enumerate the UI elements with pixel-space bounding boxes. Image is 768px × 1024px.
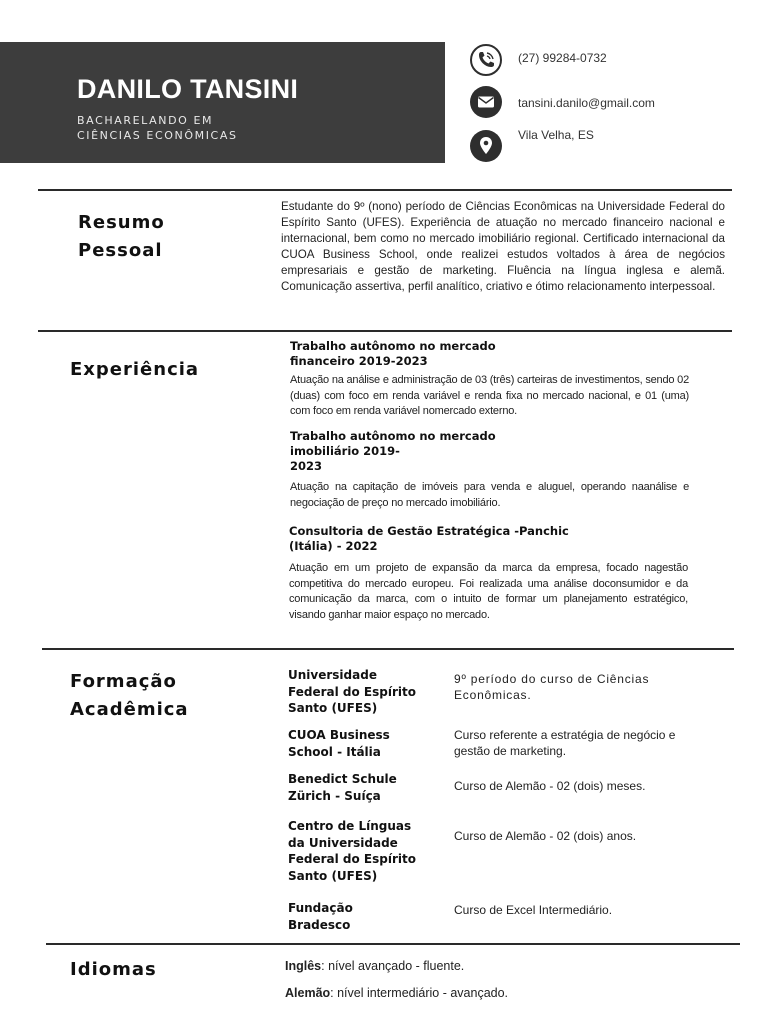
job-entry	[290, 339, 689, 420]
education-institution: Fundação Bradesco	[288, 901, 353, 932]
education-description: Curso de Alemão - 02 (dois) meses.	[454, 779, 646, 793]
phone-number[interactable]: (27) 99284-0732	[518, 51, 607, 65]
language-name: Inglês	[285, 959, 322, 973]
language-item	[285, 959, 464, 973]
job-title	[289, 524, 688, 554]
language-level: : nível avançado - fluente.	[321, 959, 465, 973]
location-text: Vila Velha, ES	[518, 128, 594, 142]
education-description: 9º período do curso de Ciências Econômicas.	[454, 672, 650, 702]
job-entry	[290, 429, 689, 511]
job-title	[290, 429, 689, 474]
job-title-line: 2023	[290, 459, 323, 473]
location-pin-icon	[470, 130, 502, 162]
job-title-line: (Itália) - 2022	[289, 539, 378, 553]
job-title-line: financeiro 2019-2023	[290, 354, 428, 368]
job-description: Atuação em um projeto de expansão da marca da empresa, focado nagestão competitiva do mercado europeu. Foi realizada uma análise doconsumidor e da comunicação da marca, com o intuito de formar um planejamento estratégico, visando ganhar maior espaço no mercado.	[289, 562, 688, 621]
job-title-line: imobiliário 2019-	[290, 444, 400, 458]
candidate-subtitle	[77, 113, 238, 143]
candidate-name: DANILO TANSINI	[77, 74, 299, 104]
education-institution: Universidade Federal do Espírito Santo (UFES)	[288, 668, 416, 715]
education-description: Curso referente a estratégia de negócio e gestão de marketing.	[454, 728, 676, 758]
education-institution: CUOA Business School - Itália	[288, 728, 390, 759]
section-divider	[42, 648, 734, 650]
education-description: Curso de Excel Intermediário.	[454, 903, 613, 917]
job-entry	[289, 524, 688, 623]
education-institution: Centro de Línguas da Universidade Federal do Espírito Santo (UFES)	[288, 819, 416, 883]
subtitle-line-2: CIÊNCIAS ECONÔMICAS	[77, 129, 238, 142]
education-title-line-2: Acadêmica	[70, 699, 189, 720]
section-divider	[38, 330, 732, 332]
subtitle-line-1: BACHARELANDO EM	[77, 114, 214, 127]
education-institution: Benedict Schule Zürich - Suíça	[288, 772, 397, 803]
summary-text: Estudante do 9º (nono) período de Ciências Econômicas na Universidade Federal do Espírito Santo (UFES). Experiência de atuação no mercado financeiro nacional e internacional, bem como no mercado imobiliário regional. Certificado internacional da CUOA Business School, onde realizei estudos voltados à área de negócios empresariais e gestão de marketing. Fluência na língua inglesa e alemã. Comunicação assertiva, perfil analítico, criativo e ótimo relacionamento interpessoal.	[281, 200, 725, 293]
job-description: Atuação na análise e administração de 03 (três) carteiras de investimentos, sendo 02 (duas) com foco em renda variável e renda fixa no mercado nacional, e 01 (uma) com foco em renda variável nomercado externo.	[290, 374, 689, 417]
education-description: Curso de Alemão - 02 (dois) anos.	[454, 829, 637, 843]
phone-icon	[470, 44, 502, 76]
languages-section-title: Idiomas	[70, 959, 157, 980]
language-item	[285, 986, 508, 1000]
job-title-line: Consultoria de Gestão Estratégica -Panchic	[289, 524, 569, 538]
email-address[interactable]: tansini.danilo@gmail.com	[518, 96, 655, 110]
mail-icon	[470, 86, 502, 118]
language-level: : nível intermediário - avançado.	[330, 986, 509, 1000]
summary-section-title	[78, 209, 165, 265]
education-title-line-1: Formação	[70, 671, 177, 692]
education-section-title	[70, 668, 189, 724]
language-name: Alemão	[285, 986, 331, 1000]
job-title-line: Trabalho autônomo no mercado	[290, 339, 496, 353]
section-divider	[38, 189, 732, 191]
job-title-line: Trabalho autônomo no mercado	[290, 429, 496, 443]
summary-title-line-1: Resumo	[78, 212, 165, 233]
job-title	[290, 339, 689, 369]
experience-section-title: Experiência	[70, 359, 200, 380]
section-divider	[46, 943, 740, 945]
job-description: Atuação na capitação de imóveis para venda e aluguel, operando naanálise e negociação de preço no mercado imobiliário.	[290, 481, 689, 509]
summary-title-line-2: Pessoal	[78, 240, 163, 261]
